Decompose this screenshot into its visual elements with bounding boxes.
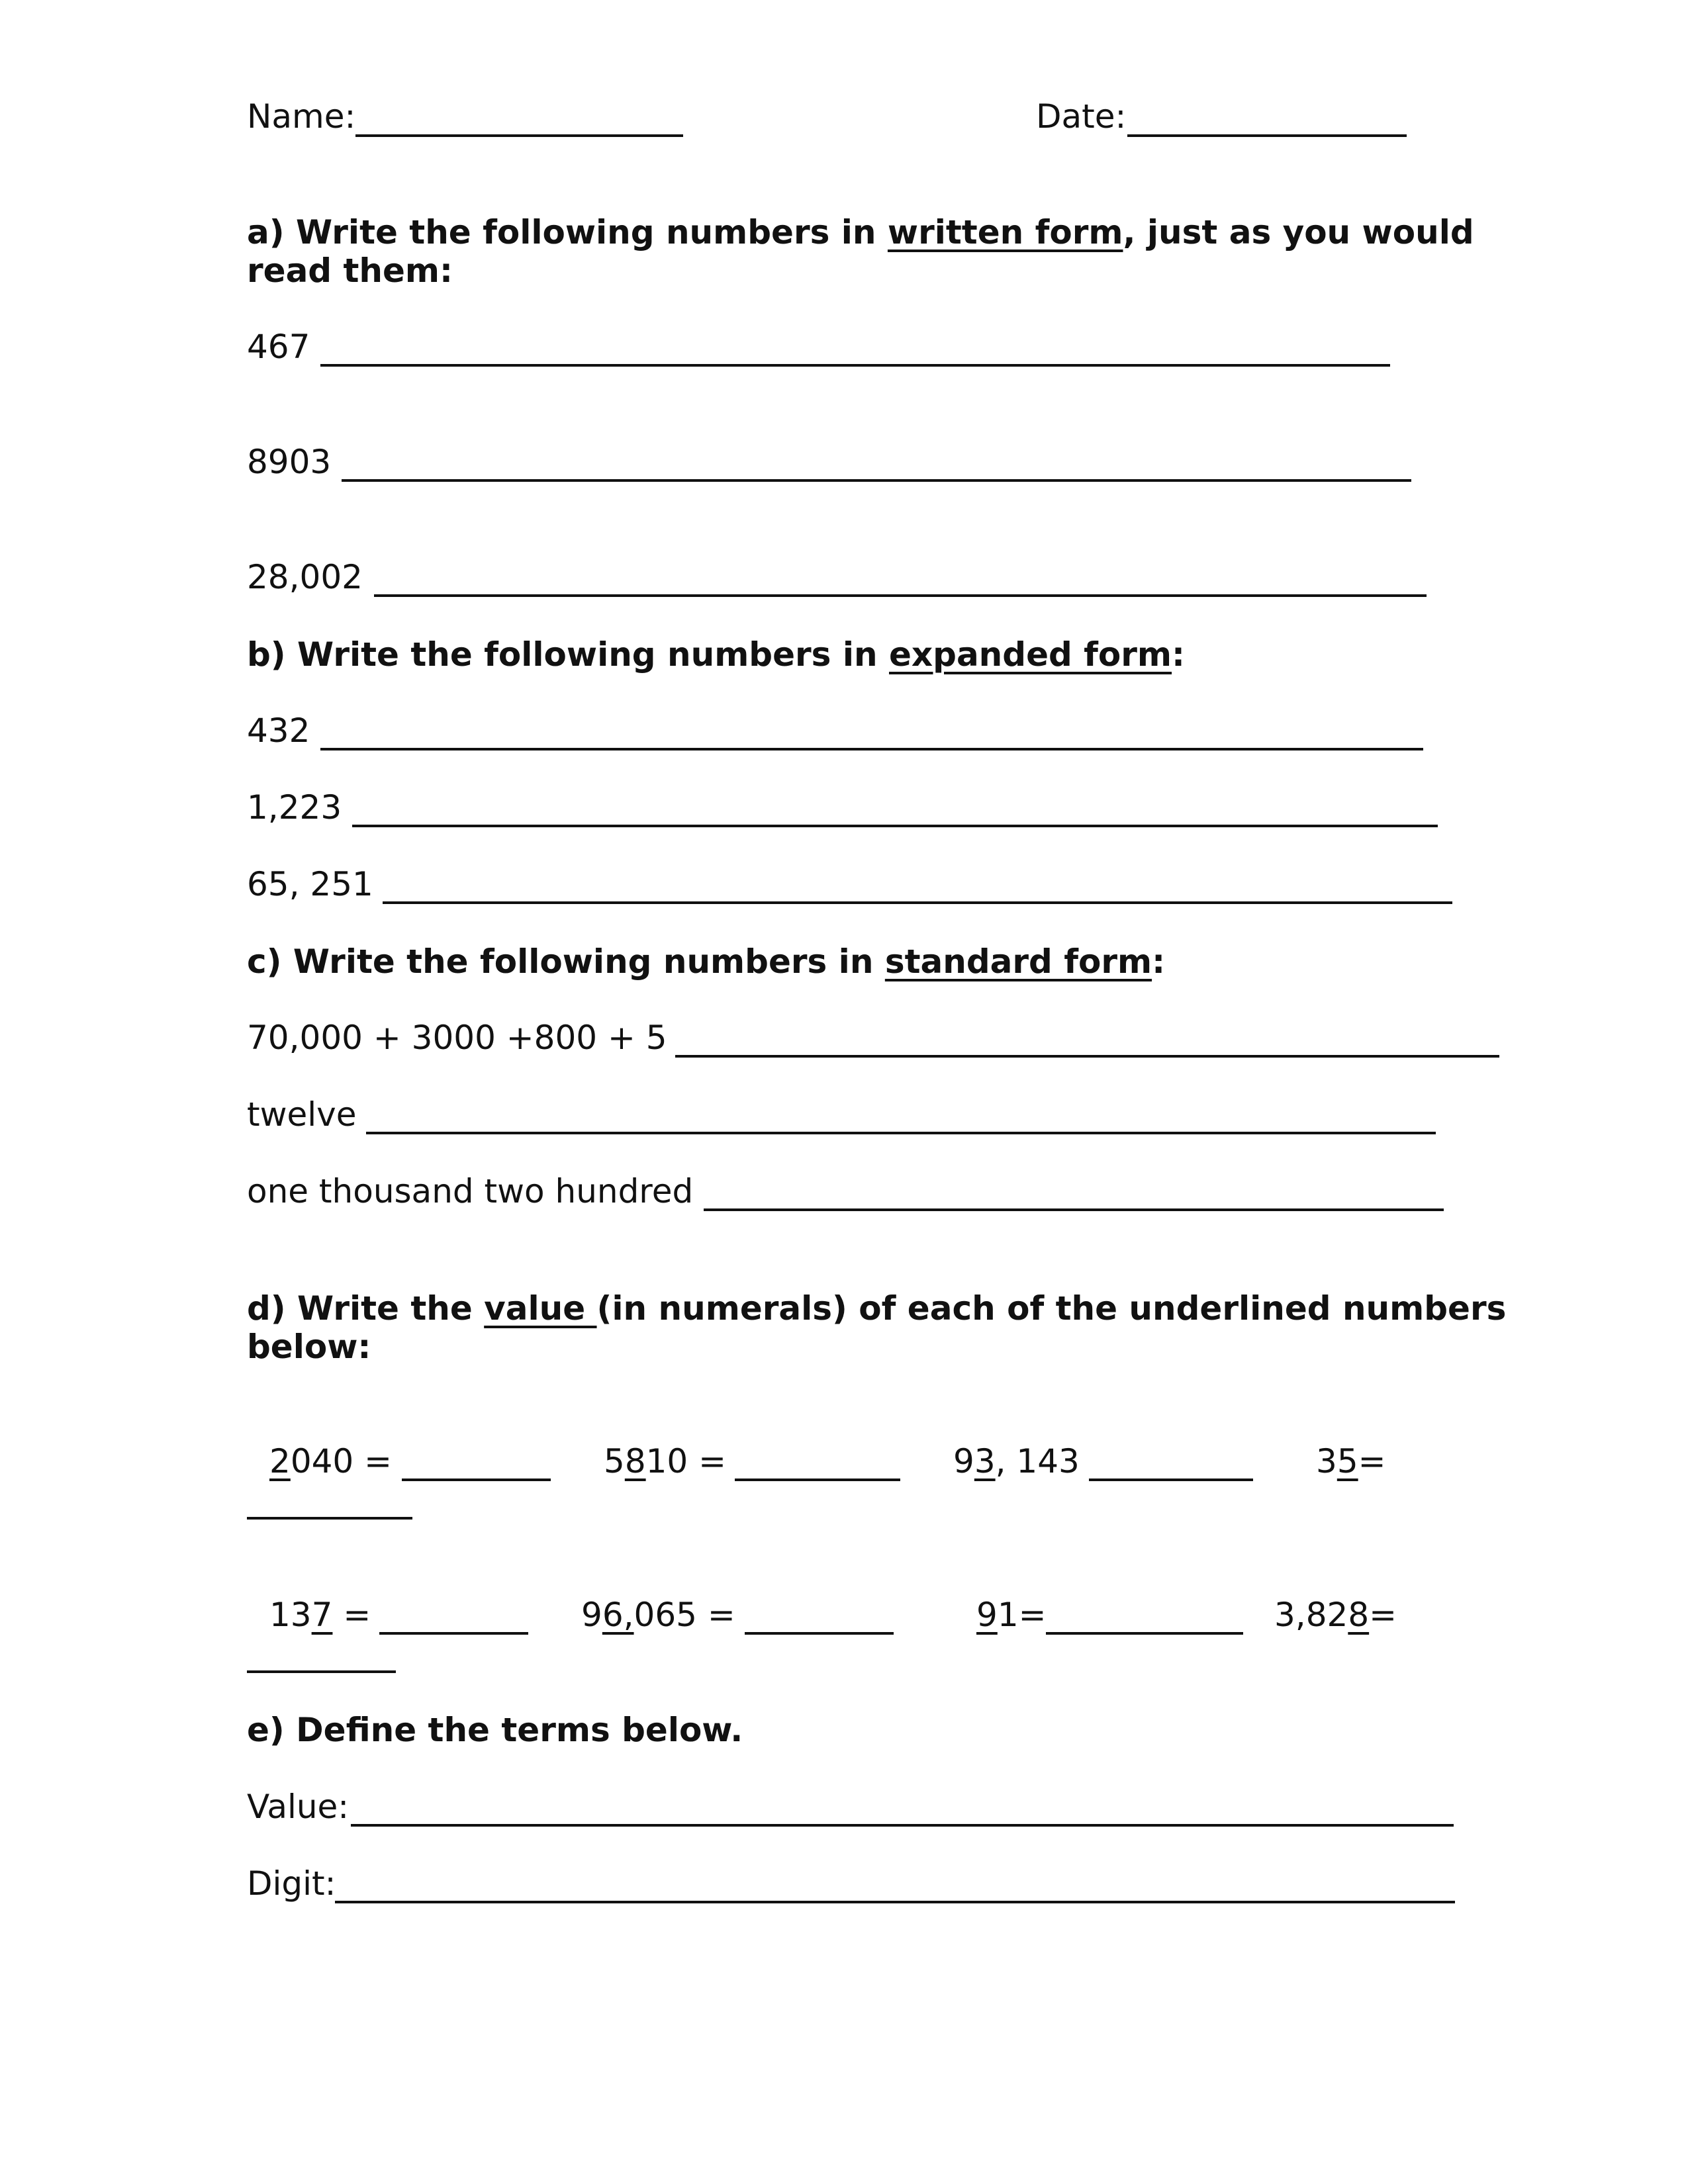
section-d-answer-line[interactable] xyxy=(379,1632,528,1635)
section-d-problem: 2040 = xyxy=(269,1442,393,1480)
section-c-answer-line[interactable] xyxy=(704,1208,1444,1211)
section-b-item: 1,223 xyxy=(247,788,342,827)
section-c-heading: c) Write the following numbers in standard form: xyxy=(247,942,1166,981)
section-d-answer-line[interactable] xyxy=(1089,1479,1253,1481)
section-a-item: 467 xyxy=(247,328,310,366)
section-b-answer-line[interactable] xyxy=(383,901,1452,904)
section-a-item: 28,002 xyxy=(247,558,363,596)
section-b-heading: b) Write the following numbers in expanded form: xyxy=(247,635,1186,674)
section-d-answer-line[interactable] xyxy=(1046,1632,1243,1635)
section-c-item: twelve xyxy=(247,1095,357,1134)
section-c-item: one thousand two hundred xyxy=(247,1172,694,1210)
section-e-term: Value: xyxy=(247,1788,350,1826)
section-d-problem: 91= xyxy=(976,1596,1047,1634)
section-d-problem: 137 = xyxy=(269,1596,371,1634)
date-blank[interactable] xyxy=(1127,134,1407,137)
section-d-answer-line[interactable] xyxy=(735,1479,900,1481)
section-c-answer-line[interactable] xyxy=(366,1132,1436,1134)
section-d-answer-line[interactable] xyxy=(247,1670,396,1673)
section-d-answer-line[interactable] xyxy=(745,1632,894,1635)
section-d-problem: 3,828= xyxy=(1274,1596,1397,1634)
section-d-answer-line[interactable] xyxy=(247,1517,412,1520)
name-blank[interactable] xyxy=(355,134,683,137)
section-d-problem: 96,065 = xyxy=(581,1596,735,1634)
section-e-heading: e) Define the terms below. xyxy=(247,1711,743,1749)
section-d-problem: 5810 = xyxy=(604,1442,727,1480)
section-c-answer-line[interactable] xyxy=(675,1055,1499,1058)
section-e-term: Digit: xyxy=(247,1864,336,1903)
date-label: Date: xyxy=(1036,97,1127,136)
section-d-problem: 93, 143 xyxy=(953,1442,1080,1480)
section-a-item: 8903 xyxy=(247,443,332,481)
section-b-item: 432 xyxy=(247,711,310,750)
section-d-heading: d) Write the value (in numerals) of each of the underlined numbers below: xyxy=(247,1289,1507,1366)
section-b-item: 65, 251 xyxy=(247,865,373,903)
section-c-item: 70,000 + 3000 +800 + 5 xyxy=(247,1019,667,1057)
section-d-answer-line[interactable] xyxy=(402,1479,551,1481)
section-a-answer-line[interactable] xyxy=(342,479,1411,482)
section-e-answer-line[interactable] xyxy=(335,1901,1455,1903)
section-b-answer-line[interactable] xyxy=(352,825,1438,827)
section-a-answer-line[interactable] xyxy=(374,594,1427,597)
section-a-answer-line[interactable] xyxy=(320,364,1390,367)
section-d-problem: 35= xyxy=(1316,1442,1386,1480)
section-a-heading: a) Write the following numbers in written form, just as you would read them: xyxy=(247,213,1474,290)
name-label: Name: xyxy=(247,97,356,136)
section-e-answer-line[interactable] xyxy=(351,1824,1454,1827)
section-b-answer-line[interactable] xyxy=(320,748,1423,751)
